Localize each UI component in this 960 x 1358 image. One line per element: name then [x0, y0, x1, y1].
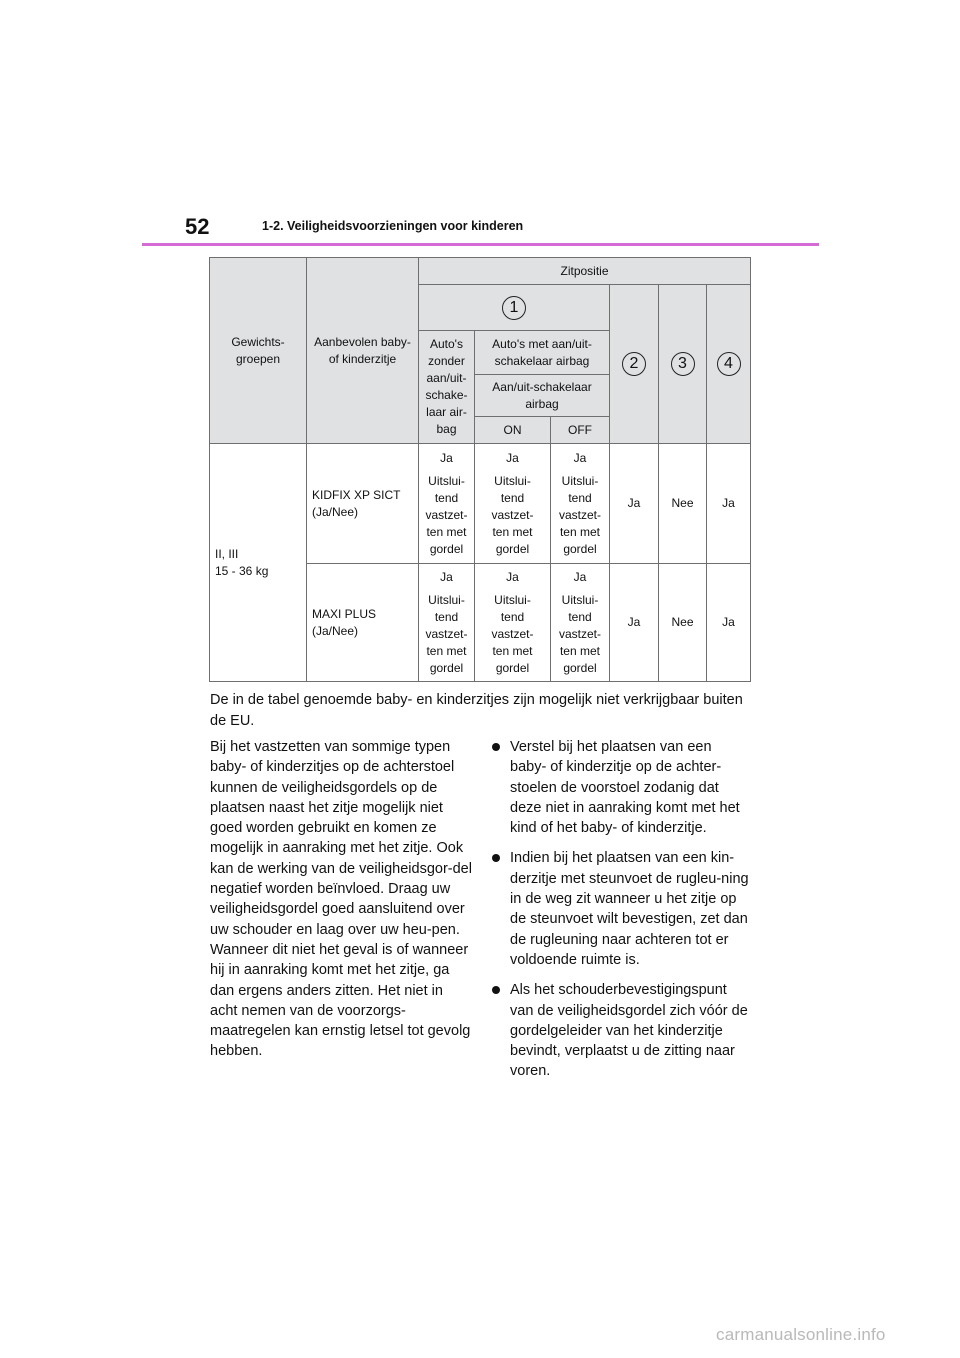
watermark: carmanualsonline.info: [716, 1325, 886, 1344]
table-cell: [551, 444, 610, 564]
cell-note: Uitslui- tend vastzet- ten met gordel: [425, 592, 468, 675]
position-2-icon: 2: [622, 352, 646, 376]
position-3-icon: 3: [671, 352, 695, 376]
seat-name-cell: MAXI PLUS (Ja/Nee): [307, 564, 419, 682]
position-3-cell: [659, 285, 707, 444]
table-note: De in de tabel genoemde baby- en kinderzitjes zijn mogelijk niet verkrijgbaar buiten de EU.: [210, 692, 743, 729]
child-seat-table: [209, 257, 751, 682]
page-number: 52: [185, 214, 210, 239]
header-on: ON: [475, 417, 551, 444]
table-cell: [475, 444, 551, 564]
seat-name-cell: KIDFIX XP SICT (Ja/Nee): [307, 444, 419, 564]
header-seat-position: Zitpositie: [419, 258, 751, 285]
bullet-text: Als het schouderbevestigingspunt van de veiligheidsgordel zich vóór de gordelgeleider van het kinderzitje bevindt, verplaatst u de zitting naar voren.: [510, 982, 748, 1080]
cell-value: Ja: [440, 569, 453, 584]
left-paragraph: Bij het vastzetten van sommige typen baby- of kinderzitjes op de achterstoel kunnen de veiligheidsgordels op de plaatsen naast het zitje mogelijk niet goed worden gebruikt en komen ze mogelijk in aanraking met het zitje. Ook kan de werking van de veiligheidsgor-del negatief worden beïnvloed. Draag uw veiligheidsgordel goed aansluitend over uw schouder en laag over uw heu-pen. Wanneer dit niet het geval is of wanneer hij in aanraking komt met het zitje, ga dan ergens anders zitten. Het niet in acht nemen van de voorzorgs-maatregelen kan ernstig letsel tot gevolg hebben.: [210, 739, 472, 1060]
table-cell: Nee: [659, 564, 707, 682]
header-without-switch: Auto's zonder aan/uit- schake- laar air- bag: [419, 331, 475, 444]
section-title: 1-2. Veiligheidsvoorzieningen voor kinderen: [262, 219, 524, 233]
table-cell: [419, 564, 475, 682]
header-recommended-seat: Aanbevolen baby- of kinderzitje: [307, 258, 419, 444]
position-2-cell: [610, 285, 659, 444]
cell-value: Ja: [440, 450, 453, 465]
header-airbag-switch: Aan/uit-schakelaar airbag: [475, 375, 610, 417]
cell-note: Uitslui- tend vastzet- ten met gordel: [491, 592, 534, 675]
header-with-switch: Auto's met aan/uit- schakelaar airbag: [475, 331, 610, 375]
position-1-cell: [419, 285, 610, 331]
position-4-cell: [707, 285, 751, 444]
weight-group-cell: II, III 15 - 36 kg: [210, 444, 307, 682]
bullet-icon: [492, 743, 500, 751]
bullet-icon: [492, 986, 500, 994]
cell-note: Uitslui- tend vastzet- ten met gordel: [558, 473, 601, 556]
table-cell: Ja: [610, 564, 659, 682]
table-cell: Ja: [610, 444, 659, 564]
bullet-text: Verstel bij het plaatsen van een baby- of kinderzitje op de achter-stoelen de voorstoel zodanig dat deze niet in aanraking komt met het kind of het baby- of kinderzitje.: [510, 739, 740, 837]
cell-value: Ja: [573, 569, 587, 584]
header-off: OFF: [551, 417, 610, 444]
header-weight-groups: Gewichts- groepen: [210, 258, 307, 444]
cell-value: Ja: [506, 450, 519, 465]
list-item: [492, 980, 750, 1081]
cell-note: Uitslui- tend vastzet- ten met gordel: [558, 592, 601, 675]
cell-note: Uitslui- tend vastzet- ten met gordel: [491, 473, 534, 556]
cell-note: Uitslui- tend vastzet- ten met gordel: [425, 473, 468, 556]
cell-value: Ja: [573, 450, 587, 465]
bullet-list: [492, 737, 750, 1092]
bullet-text: Indien bij het plaatsen van een kin-derzitje met steunvoet de rugleu-ning in de weg zit wanneer u het zitje op de steunvoet wilt bevestigen, zet dan de rugleuning naar achteren tot er voldoende ruimte is.: [510, 850, 749, 968]
cell-value: Ja: [506, 569, 519, 584]
table-cell: Ja: [707, 444, 751, 564]
table-cell: [475, 564, 551, 682]
list-item: [492, 848, 750, 970]
position-1-icon: 1: [502, 296, 526, 320]
list-item: [492, 737, 750, 838]
bullet-icon: [492, 854, 500, 862]
table-cell: [551, 564, 610, 682]
table-cell: [419, 444, 475, 564]
table-cell: Ja: [707, 564, 751, 682]
position-4-icon: 4: [717, 352, 741, 376]
header-rule: [142, 243, 819, 246]
table-cell: Nee: [659, 444, 707, 564]
